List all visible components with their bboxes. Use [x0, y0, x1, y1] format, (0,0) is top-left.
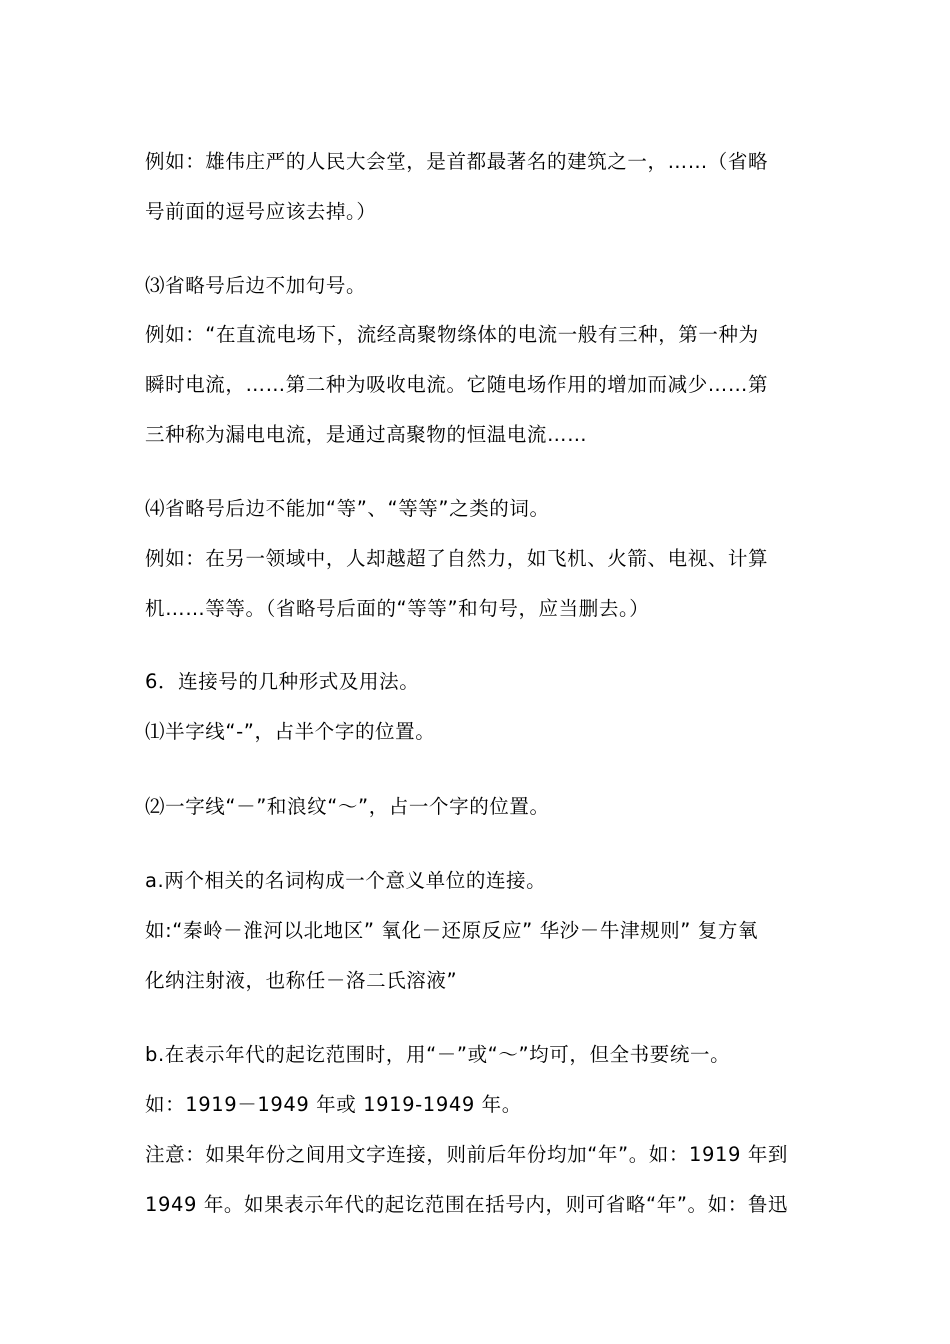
text-line: 如：1919－1949 年或 1919-1949 年。 [145, 1093, 522, 1116]
text-line: 例如：“在直流电场下，流经高聚物绦体的电流一般有三种，第一种为 [145, 323, 759, 346]
text-line: ⑷省略号后边不能加“等”、“等等”之类的词。 [145, 497, 550, 520]
text-line: 瞬时电流，……第二种为吸收电流。它随电场作用的增加而减少……第 [145, 373, 769, 396]
text-line: 机……等等。（省略号后面的“等等”和句号，应当删去。） [145, 597, 650, 620]
text-line: b.在表示年代的起讫范围时，用“－”或“～”均可，但全书要统一。 [145, 1043, 731, 1066]
text-line: 例如：雄伟庄严的人民大会堂，是首都最著名的建筑之一，……（省略 [145, 150, 769, 173]
section-heading: 6．连接号的几种形式及用法。 [145, 670, 420, 693]
text-line: 三种称为漏电电流，是通过高聚物的恒温电流…… [145, 423, 588, 446]
text-line: 如:“秦岭－淮河以北地区” 氧化－还原反应” 华沙－牛津规则” 复方氧 [145, 919, 759, 942]
text-line: 1949 年。如果表示年代的起讫范围在括号内，则可省略“年”。如：鲁迅 [145, 1193, 789, 1216]
text-line: 例如：在另一领域中，人却越超了自然力，如飞机、火箭、电视、计算 [145, 547, 769, 570]
text-line: 号前面的逗号应该去掉。） [145, 200, 377, 223]
text-line: 注意：如果年份之间用文字连接，则前后年份均加“年”。如：1919 年到 [145, 1143, 789, 1166]
text-line: ⑵一字线“－”和浪纹“～”，占一个字的位置。 [145, 795, 550, 818]
text-line: 化纳注射液，也称任－洛二氏溶液” [145, 969, 458, 992]
text-line: ⑴半字线“-”，占半个字的位置。 [145, 720, 436, 743]
text-line: ⑶省略号后边不加句号。 [145, 274, 367, 297]
text-line: a.两个相关的名词构成一个意义单位的连接。 [145, 869, 547, 892]
